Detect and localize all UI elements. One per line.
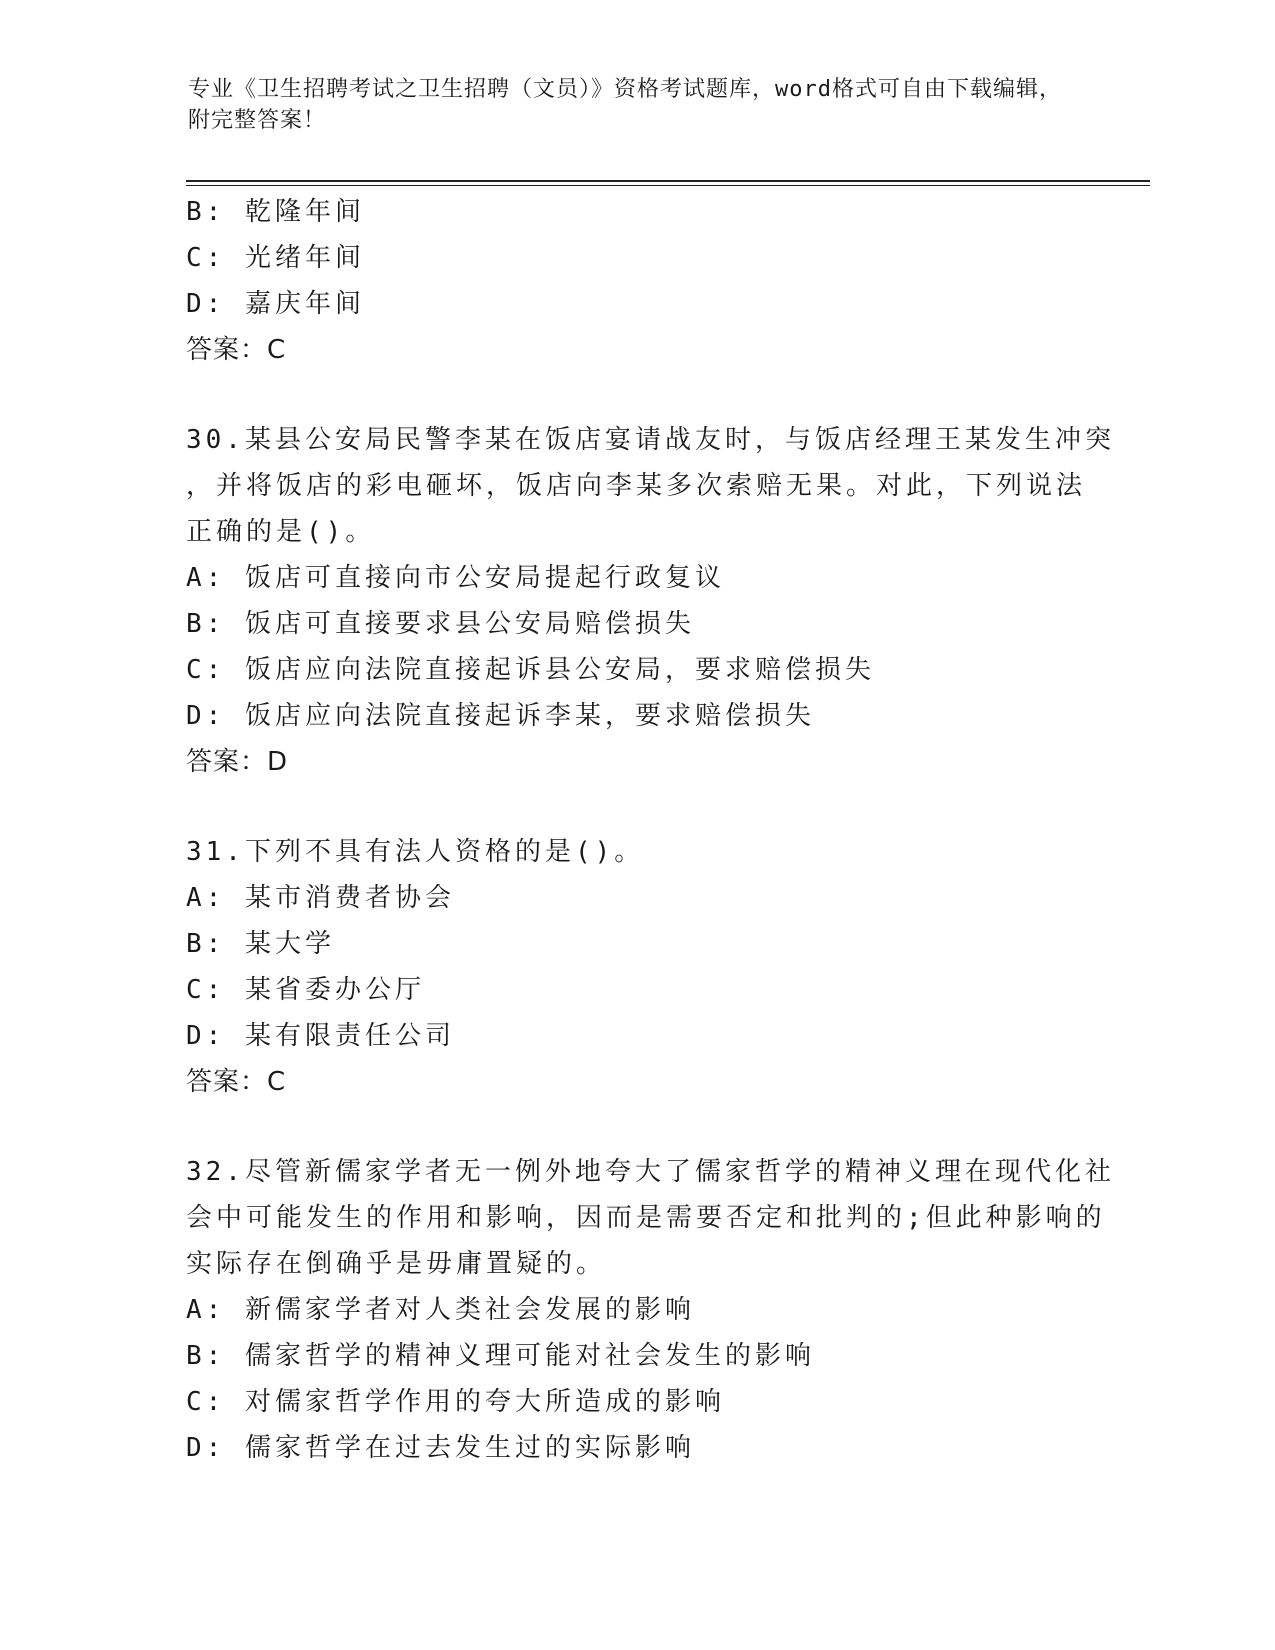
question-32 xyxy=(186,1149,1115,1471)
header-rule-thick xyxy=(186,180,1150,182)
option-a: A: 饭店可直接向市公安局提起行政复议 xyxy=(186,563,725,593)
option-d: D: 某有限责任公司 xyxy=(186,1021,455,1051)
option-b: B: 儒家哲学的精神义理可能对社会发生的影响 xyxy=(186,1341,815,1371)
option-b: B: 乾隆年间 xyxy=(186,197,365,227)
question-list xyxy=(186,189,1115,1471)
answer: 答案：D xyxy=(186,747,289,777)
option-b: B: 饭店可直接要求县公安局赔偿损失 xyxy=(186,609,695,639)
option-d: D: 嘉庆年间 xyxy=(186,289,365,319)
question-31 xyxy=(186,829,1086,1105)
stem-line: 正确的是()。 xyxy=(186,517,376,547)
stem-line: 会中可能发生的作用和影响，因而是需要否定和批判的;但此种影响的 xyxy=(186,1203,1106,1233)
document-header: 专业《卫生招聘考试之卫生招聘（文员）》资格考试题库，word格式可自由下载编辑，附完整答案！ xyxy=(188,77,1062,133)
option-a: A: 某市消费者协会 xyxy=(186,883,455,913)
question-stem xyxy=(186,417,1115,555)
option-c: C: 饭店应向法院直接起诉县公安局，要求赔偿损失 xyxy=(186,655,875,685)
question-29-tail xyxy=(186,189,1086,373)
option-c: C: 光绪年间 xyxy=(186,243,365,273)
answer: 答案：C xyxy=(186,335,287,365)
option-b: B: 某大学 xyxy=(186,929,335,959)
option-d: D: 饭店应向法院直接起诉李某，要求赔偿损失 xyxy=(186,701,815,731)
stem-line: 实际存在倒确乎是毋庸置疑的。 xyxy=(186,1249,607,1279)
option-d: D: 儒家哲学在过去发生过的实际影响 xyxy=(186,1433,695,1463)
stem-line: 31.下列不具有法人资格的是()。 xyxy=(186,837,645,867)
question-stem xyxy=(186,829,1086,875)
option-c: C: 某省委办公厅 xyxy=(186,975,425,1005)
stem-line: 32.尽管新儒家学者无一例外地夸大了儒家哲学的精神义理在现代化社 xyxy=(186,1157,1115,1187)
option-c: C: 对儒家哲学作用的夸大所造成的影响 xyxy=(186,1387,725,1417)
stem-line: 30.某县公安局民警李某在饭店宴请战友时，与饭店经理王某发生冲突 xyxy=(186,425,1115,455)
header-rule-thin xyxy=(186,185,1150,186)
answer: 答案：C xyxy=(186,1067,287,1097)
spacer xyxy=(186,785,1086,829)
option-a: A: 新儒家学者对人类社会发展的影响 xyxy=(186,1295,695,1325)
spacer xyxy=(186,1105,1086,1149)
question-stem xyxy=(186,1149,1115,1287)
spacer xyxy=(186,373,1086,417)
stem-line: ，并将饭店的彩电砸坏，饭店向李某多次索赔无果。对此，下列说法 xyxy=(186,471,1087,501)
question-30 xyxy=(186,417,1115,785)
